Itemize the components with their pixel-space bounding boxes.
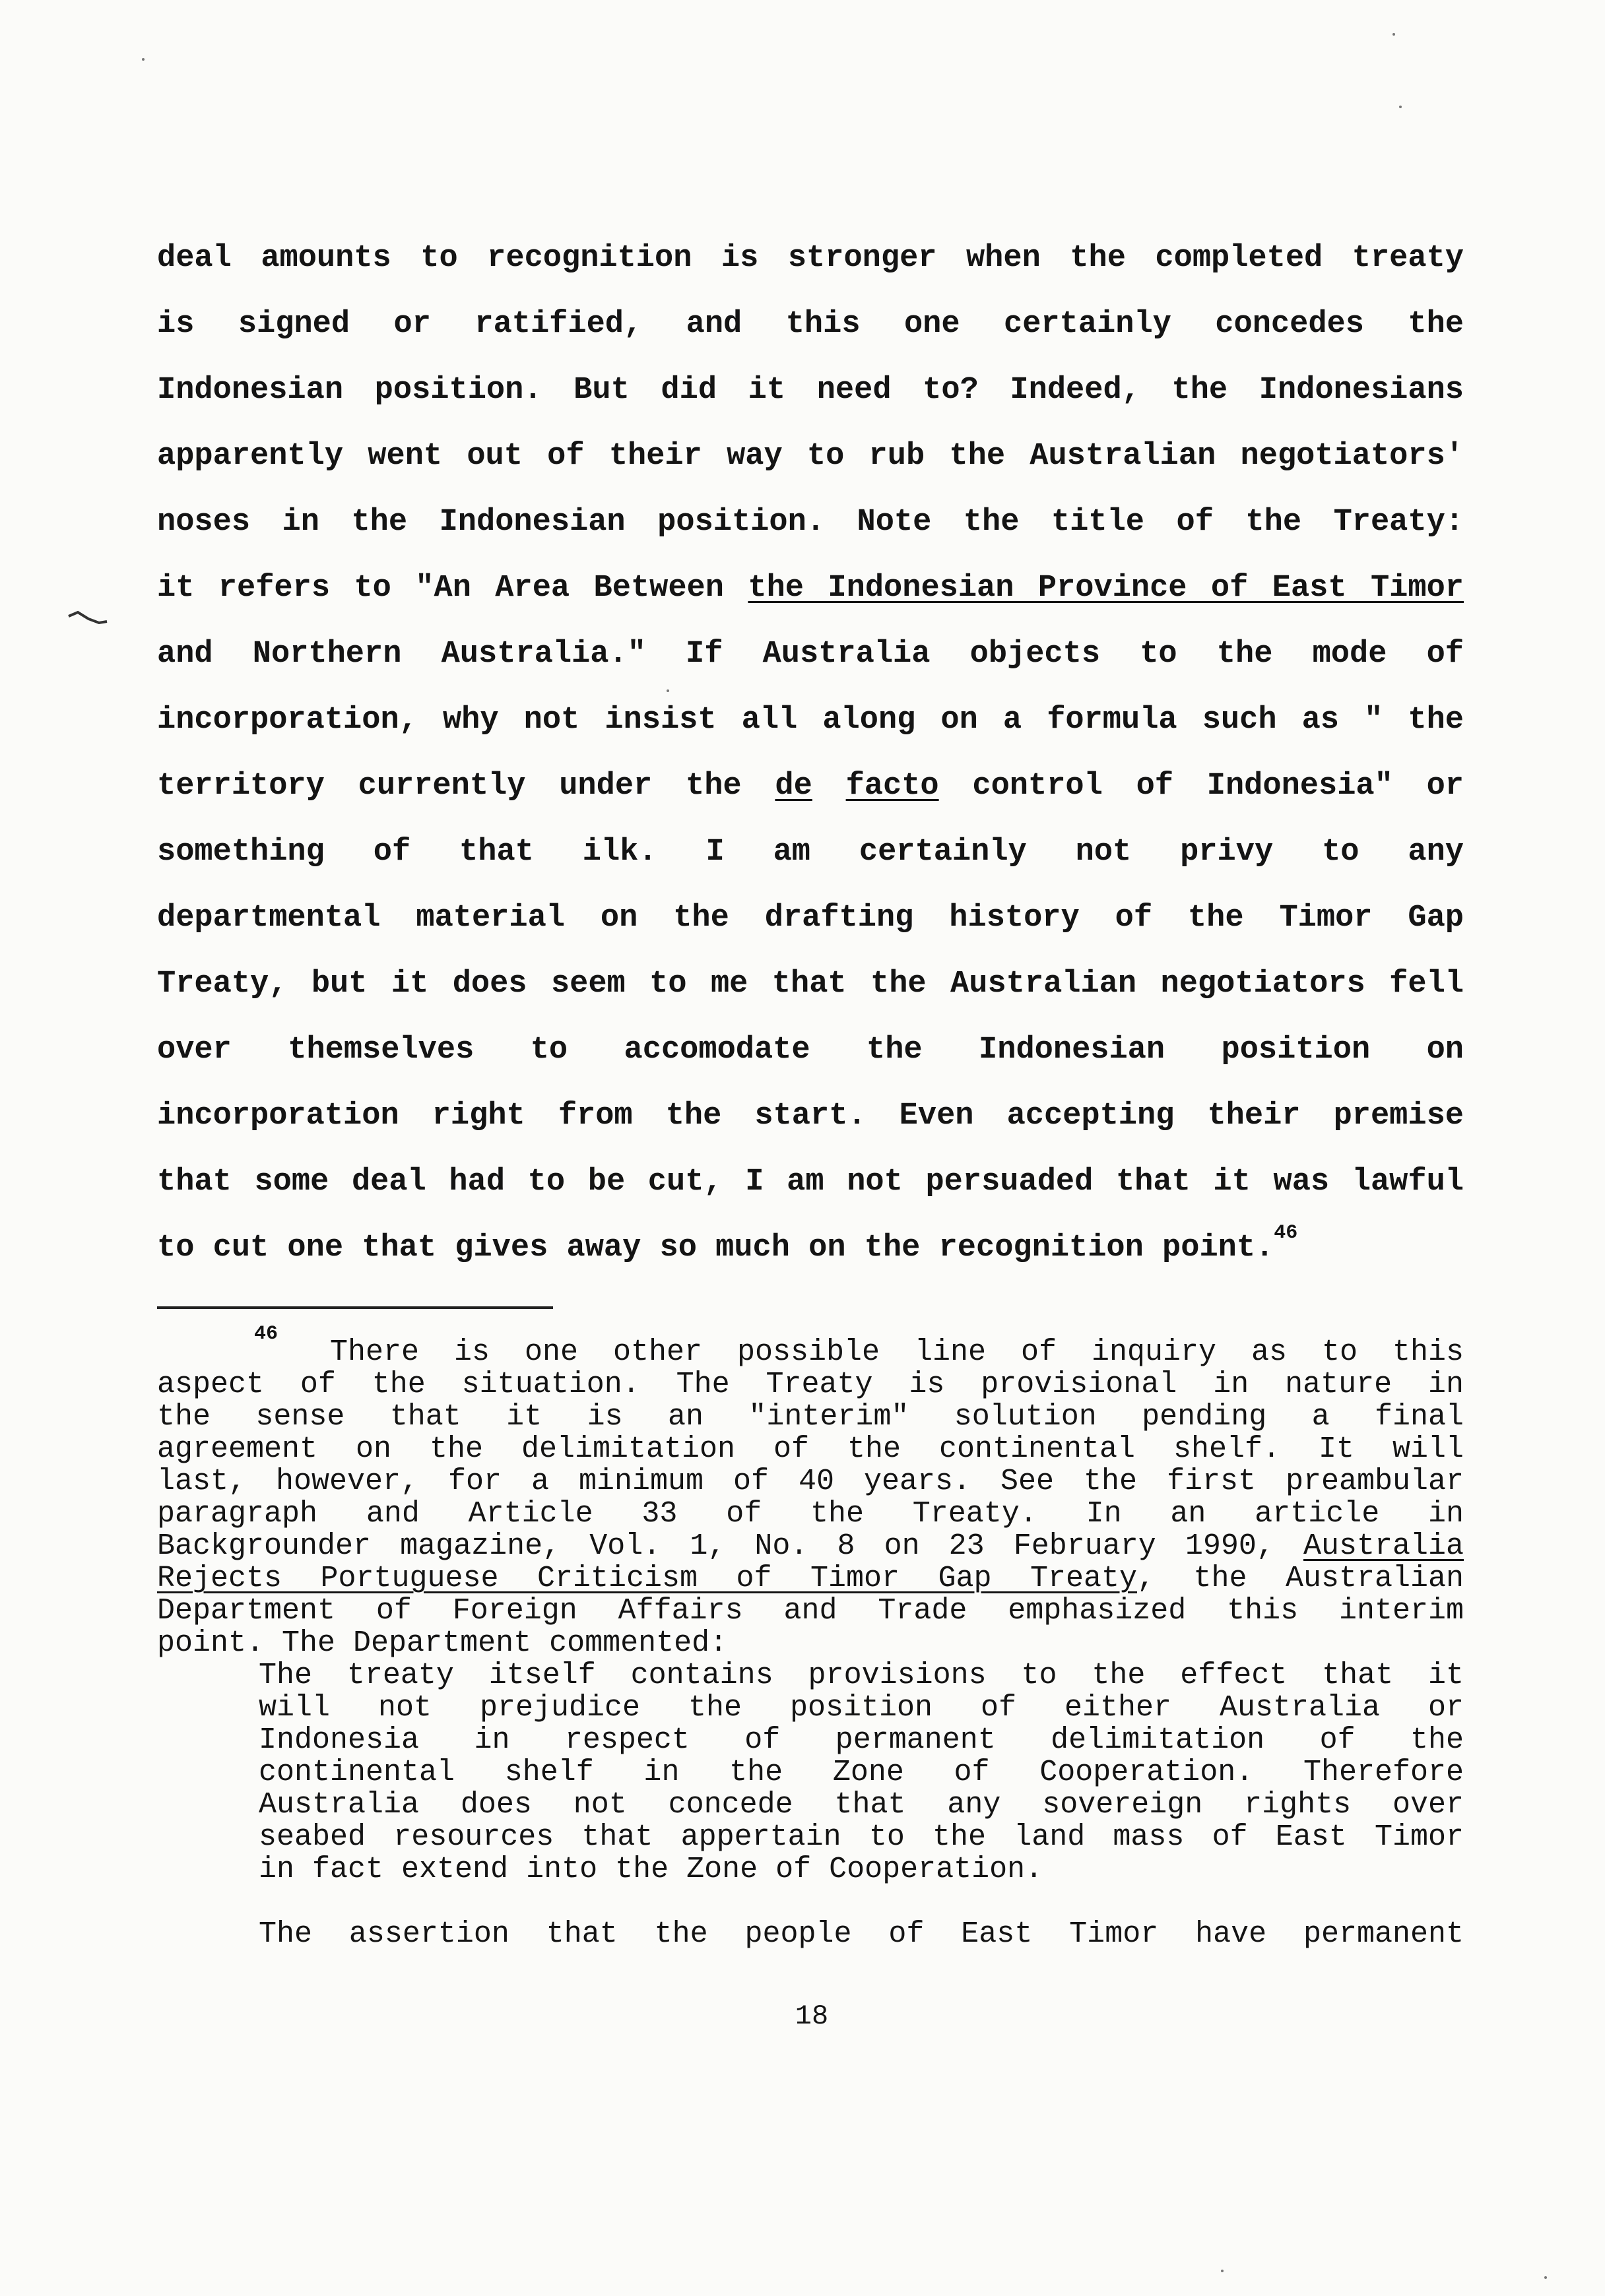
quote-line-3: Indonesia in respect of permanent delimitation of the (259, 1723, 1464, 1757)
body-line-9-space (812, 769, 846, 804)
body-line-3: Indonesian position. But did it need to? Indeed, the Indonesians (157, 373, 1464, 408)
body-line-6-text: it refers to "An Area Between (157, 571, 748, 606)
scan-speck (667, 689, 669, 692)
footnote-continuation: The assertion that the people of East Timor have permanent (259, 1917, 1464, 1951)
body-line-8: incorporation, why not insist all along on a formula such as " the (157, 703, 1464, 738)
body-line-13: over themselves to accomodate the Indonesian position on (157, 1033, 1464, 1068)
quote-line-7: in fact extend into the Zone of Cooperation. (259, 1853, 1043, 1886)
footnote-line-4: agreement on the delimitation of the continental shelf. It will (157, 1432, 1464, 1466)
body-line-14: incorporation right from the start. Even accepting their premise (157, 1099, 1464, 1133)
footnote-line-7 (157, 1530, 1464, 1562)
page-number: 18 (795, 2000, 829, 2032)
body-line-16-text: to cut one that gives away so much on the recognition point. (157, 1230, 1274, 1265)
footnote-separator (157, 1306, 553, 1309)
scan-speck (1544, 2276, 1547, 2279)
province-title-underlined: the Indonesian Province of East Timor (748, 571, 1464, 606)
body-line-11: departmental material on the drafting history of the Timor Gap (157, 901, 1464, 936)
footnote-line-2: aspect of the situation. The Treaty is provisional in nature in (157, 1368, 1464, 1401)
body-line-9 (157, 763, 1464, 810)
body-line-9-text: territory currently under the (157, 769, 775, 804)
scan-speck (1399, 106, 1402, 108)
body-line-9-tail: control of Indonesia" or (938, 769, 1464, 804)
scan-speck (1392, 33, 1395, 36)
body-line-7: and Northern Australia." If Australia objects to the mode of (157, 637, 1464, 672)
margin-tick-mark-icon (66, 607, 112, 633)
body-line-4: apparently went out of their way to rub the Australian negotiators' (157, 439, 1464, 474)
footnote-reference: 46 (1274, 1222, 1298, 1244)
body-line-15: that some deal had to be cut, I am not persuaded that it was lawful (157, 1164, 1464, 1199)
quote-line-5: Australia does not concede that any sovereign rights over (259, 1788, 1464, 1822)
body-line-16 (157, 1222, 1464, 1271)
footnote-line-5: last, however, for a minimum of 40 years. See the first preambular (157, 1465, 1464, 1498)
article-title-start: Australia (1303, 1529, 1464, 1563)
de-underlined: de (775, 769, 812, 804)
body-line-5: noses in the Indonesian position. Note the title of the Treaty: (157, 505, 1464, 540)
footnote-line-10: point. The Department commented: (157, 1626, 728, 1660)
footnote-line-8 (157, 1562, 1464, 1595)
quote-line-2: will not prejudice the position of either Australia or (259, 1691, 1464, 1725)
footnote-line-7-text: Backgrounder magazine, Vol. 1, No. 8 on 23 February 1990, (157, 1529, 1303, 1563)
body-line-12: Treaty, but it does seem to me that the Australian negotiators fell (157, 967, 1464, 1002)
footnote-line-9: Department of Foreign Affairs and Trade emphasized this interim (157, 1594, 1464, 1628)
footnote-number: 46 (254, 1323, 278, 1345)
facto-underlined: facto (845, 769, 939, 804)
footnote-line-3: the sense that it is an "interim" solution pending a final (157, 1400, 1464, 1434)
quote-line-6: seabed resources that appertain to the land mass of East Timor (259, 1820, 1464, 1854)
body-line-6 (157, 565, 1464, 612)
article-title-rest: Rejects Portuguese Criticism of Timor Gap Treaty (157, 1562, 1137, 1595)
body-line-10: something of that ilk. I am certainly not privy to any (157, 835, 1464, 870)
quote-line-1: The treaty itself contains provisions to the effect that it (259, 1659, 1464, 1692)
footnote-line-6: paragraph and Article 33 of the Treaty. In an article in (157, 1497, 1464, 1531)
footnote-line-8-tail: , the Australian (1137, 1562, 1464, 1595)
scan-speck (1221, 2270, 1224, 2272)
scan-speck (142, 58, 145, 61)
quote-line-4: continental shelf in the Zone of Cooperation. Therefore (259, 1756, 1464, 1789)
footnote-line-1: There is one other possible line of inquiry as to this (330, 1335, 1464, 1369)
body-line-1: deal amounts to recognition is stronger when the completed treaty (157, 241, 1464, 276)
body-line-2: is signed or ratified, and this one certainly concedes the (157, 307, 1464, 342)
